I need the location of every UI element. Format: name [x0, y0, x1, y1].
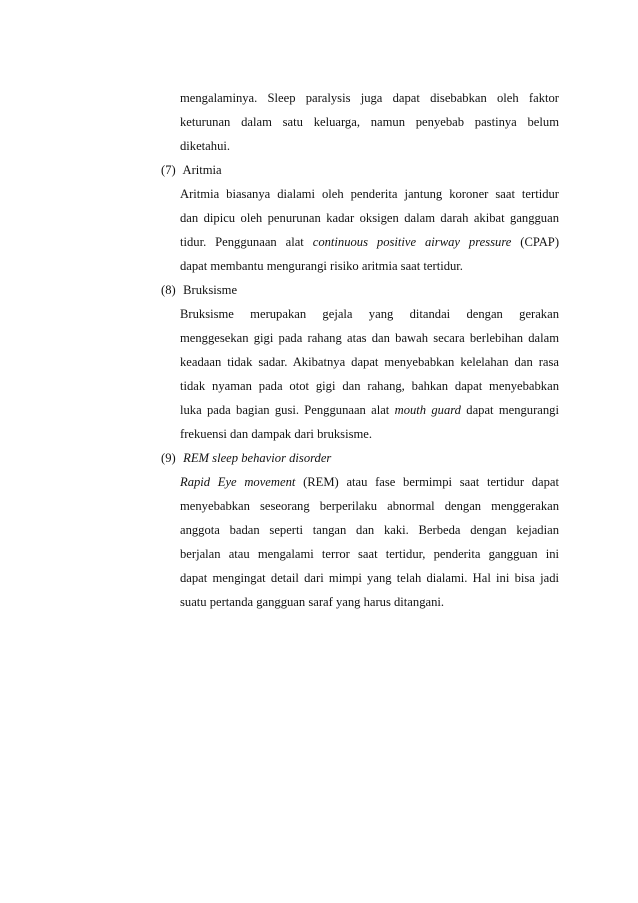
paragraph-line: menggesekan gigi pada rahang atas dan bawah secara berlebihan dalam: [180, 331, 559, 345]
paragraph-line: berjalan atau mengalami terror saat tertidur, penderita gangguan ini: [180, 547, 559, 561]
section-title: Aritmia: [182, 163, 222, 177]
section-heading-aritmia: [161, 158, 559, 182]
text-run: dapat mengurangi: [460, 403, 559, 417]
italic-term: mouth guard: [394, 403, 461, 417]
paragraph-line: dapat mengingat detail dari mimpi yang telah dialami. Hal ini bisa jadi: [180, 571, 559, 585]
paragraph-line: keturunan dalam satu keluarga, namun penyebab pastinya belum: [180, 115, 559, 129]
section-number: (9): [161, 451, 176, 465]
text-run: (REM) atau fase bermimpi saat tertidur dapat: [295, 475, 559, 489]
text-run: luka pada bagian gusi. Penggunaan alat: [180, 403, 395, 417]
paragraph-line: [161, 230, 559, 254]
paragraph-line: Aritmia biasanya dialami oleh penderita jantung koroner saat tertidur: [180, 187, 559, 201]
paragraph-line: diketahui.: [180, 139, 231, 153]
paragraph-line: frekuensi dan dampak dari bruksisme.: [180, 427, 372, 441]
paragraph-line: Bruksisme merupakan gejala yang ditandai dengan gerakan: [180, 307, 559, 321]
section-title: Bruksisme: [183, 283, 238, 297]
section-title: REM sleep behavior disorder: [183, 451, 332, 465]
section-number: (7): [161, 163, 176, 177]
paragraph-line: [161, 470, 559, 494]
paragraph-line: [161, 398, 559, 422]
paragraph-line: anggota badan seperti tangan dan kaki. Berbeda dengan kejadian: [180, 523, 559, 537]
section-heading-bruksisme: [161, 278, 559, 302]
italic-term: continuous positive airway pressure: [312, 235, 512, 249]
text-run: (CPAP): [511, 235, 559, 249]
paragraph-line: keadaan tidak sadar. Akibatnya dapat menyebabkan kelelahan dan rasa: [180, 355, 559, 369]
paragraph-line: dapat membantu mengurangi risiko aritmia saat tertidur.: [180, 259, 463, 273]
paragraph-line: tidak nyaman pada otot gigi dan rahang, bahkan dapat menyebabkan: [180, 379, 559, 393]
paragraph-line: suatu pertanda gangguan saraf yang harus ditangani.: [180, 595, 445, 609]
body-text: [161, 86, 559, 614]
italic-term: Rapid Eye movement: [180, 475, 296, 489]
paragraph-line: mengalaminya. Sleep paralysis juga dapat disebabkan oleh faktor: [180, 91, 559, 105]
section-number: (8): [161, 283, 176, 297]
paragraph-line: menyebabkan seseorang berperilaku abnormal dengan menggerakan: [180, 499, 559, 513]
paragraph-line: dan dipicu oleh penurunan kadar oksigen dalam darah akibat gangguan: [180, 211, 559, 225]
section-heading-rem: [161, 446, 559, 470]
text-run: tidur. Penggunaan alat: [180, 235, 313, 249]
